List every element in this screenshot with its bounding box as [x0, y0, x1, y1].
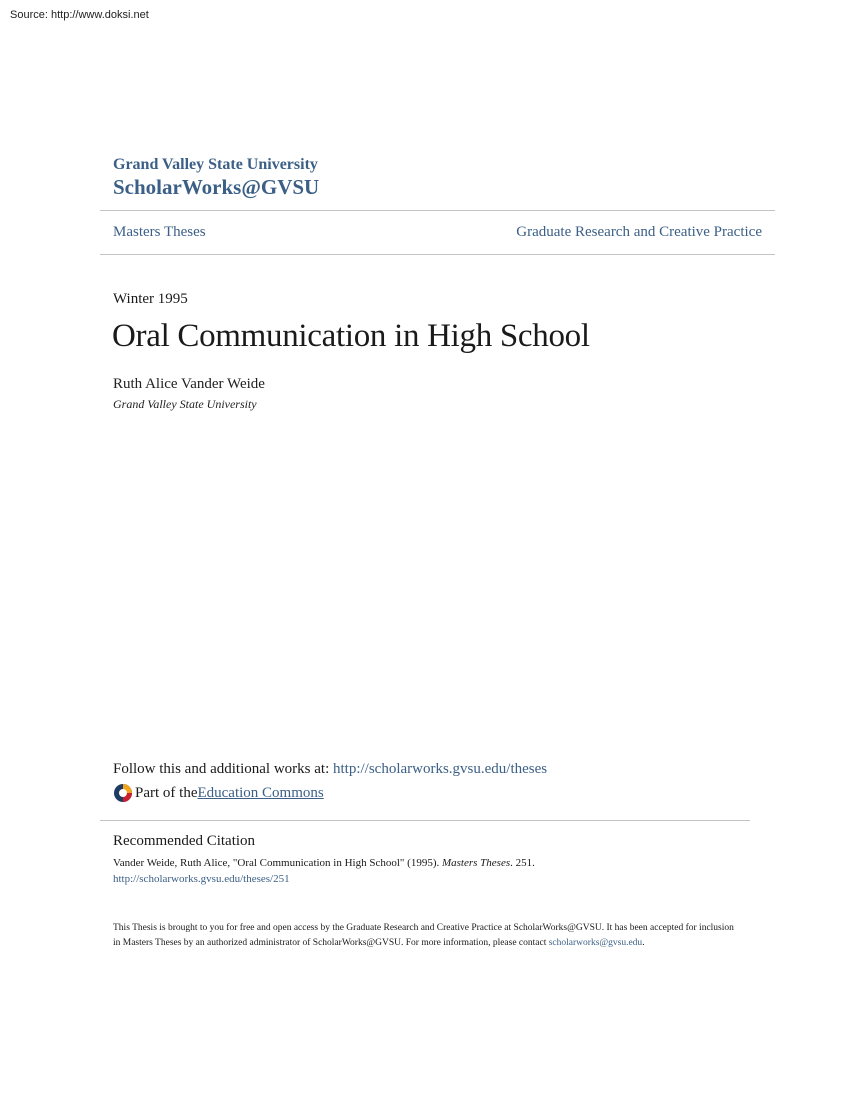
document-title: Oral Communication in High School: [112, 318, 590, 354]
header-divider-top: [100, 210, 775, 211]
author-affiliation: Grand Valley State University: [113, 397, 257, 411]
follow-prefix: Follow this and additional works at:: [113, 761, 333, 777]
contact-email-link[interactable]: scholarworks@gvsu.edu: [548, 938, 643, 948]
repository-name[interactable]: ScholarWorks@GVSU: [113, 175, 320, 199]
citation-url-link[interactable]: http://scholarworks.gvsu.edu/theses/251: [113, 873, 290, 885]
bepress-commons-icon: [113, 783, 133, 803]
part-of-line: [113, 783, 324, 803]
part-of-prefix: Part of the: [135, 784, 198, 801]
author-name: Ruth Alice Vander Weide: [113, 376, 265, 392]
citation-series: Masters Theses: [441, 857, 511, 869]
footer-notice-text: This Thesis is brought to you for free and open access by the Graduate Research and Creative Practice at ScholarWorks@GVSU. It has been accepted for inclusion in Masters Theses by an authorized administrator of ScholarWorks@GVSU. For more information, please contact: [113, 923, 734, 948]
university-name[interactable]: Grand Valley State University: [113, 156, 318, 173]
citation-divider: [100, 820, 750, 821]
footer-notice-end: .: [642, 938, 645, 948]
theses-collection-link[interactable]: http://scholarworks.gvsu.edu/theses: [332, 761, 548, 777]
education-commons-link[interactable]: Education Commons: [197, 784, 324, 801]
repository-header: [113, 155, 319, 199]
citation-text: [113, 855, 535, 871]
masters-theses-link[interactable]: Masters Theses: [113, 224, 206, 240]
source-note: Source: http://www.doksi.net: [10, 9, 149, 21]
header-divider-bottom: [100, 254, 775, 255]
citation-text-start: Vander Weide, Ruth Alice, "Oral Communication in High School" (1995).: [113, 857, 442, 869]
publication-date: Winter 1995: [113, 291, 188, 307]
footer-notice: [113, 921, 743, 951]
follow-line: [113, 761, 547, 778]
graduate-research-link[interactable]: Graduate Research and Creative Practice: [516, 224, 762, 240]
citation-text-end: . 251.: [510, 857, 535, 869]
recommended-citation-heading: Recommended Citation: [113, 833, 256, 849]
